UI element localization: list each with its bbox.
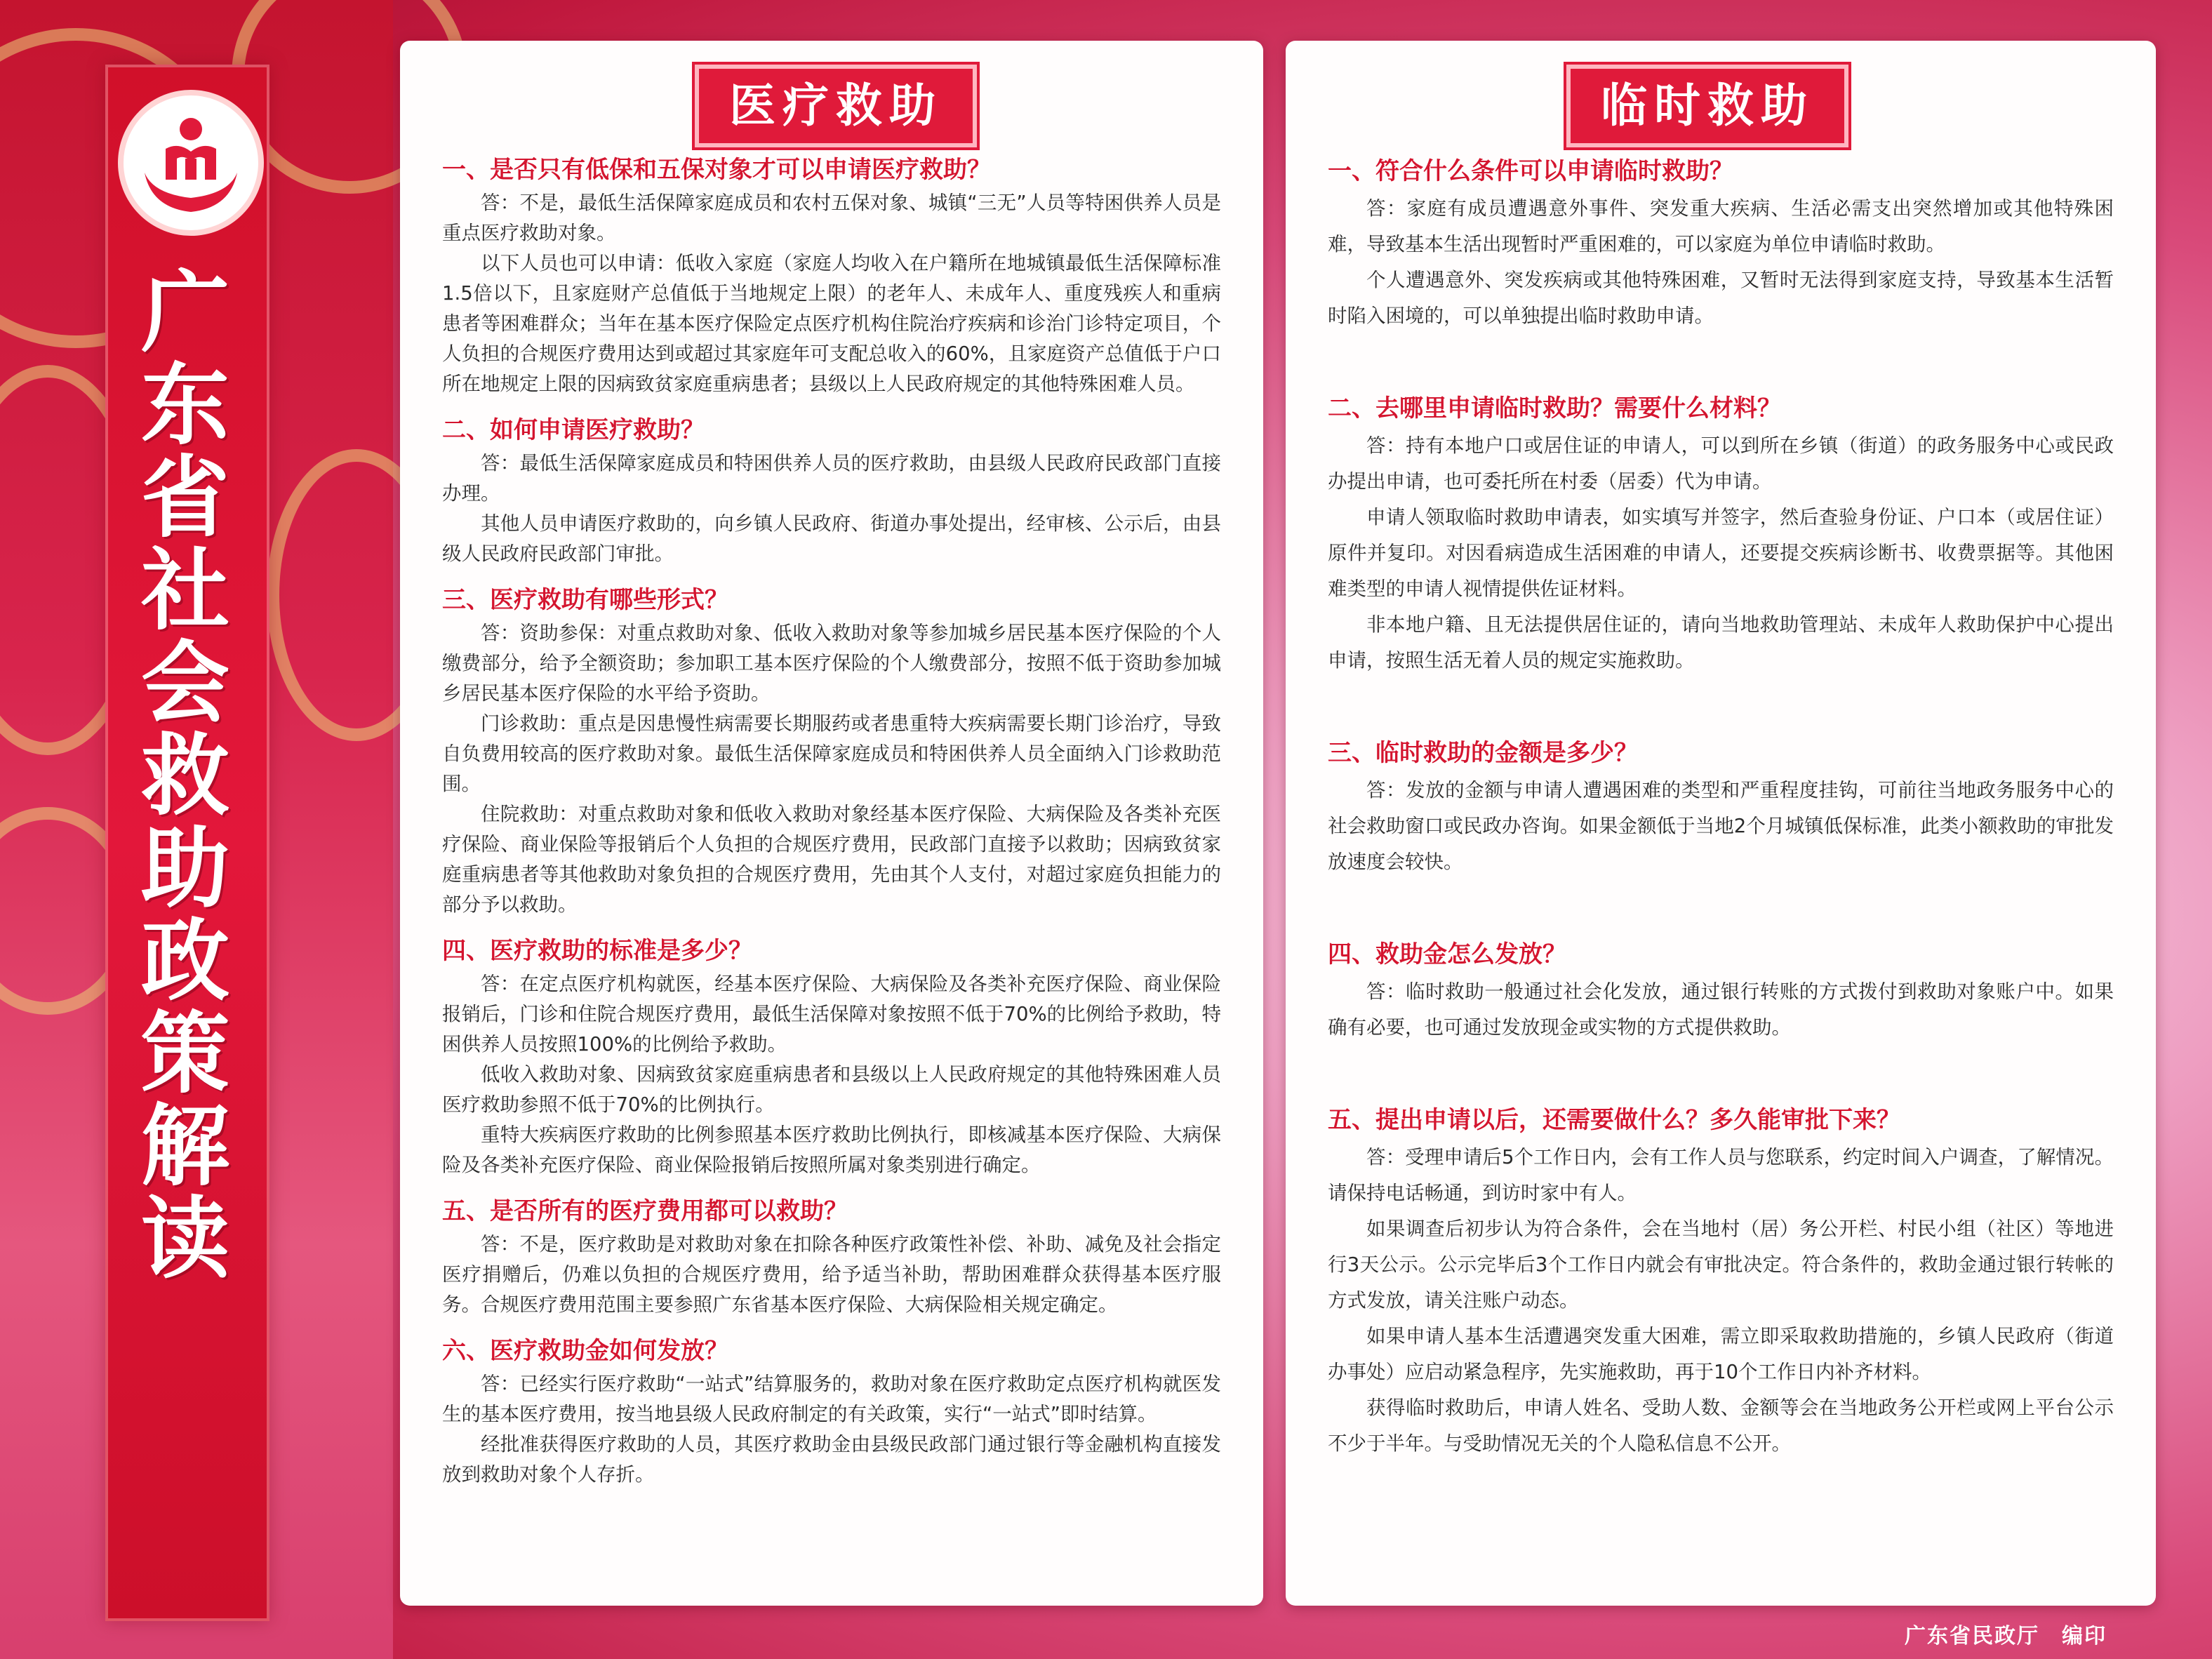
logo-emblem-icon bbox=[124, 95, 258, 230]
section-question: 一、是否只有低保和五保对象才可以申请医疗救助？ bbox=[442, 156, 991, 184]
section-paragraph: 非本地户籍、且无法提供居住证的，请向当地救助管理站、未成年人救助保护中心提出申请，按照生活无着人员的规定实施救助。 bbox=[1328, 613, 2114, 672]
title-char: 助 bbox=[141, 817, 229, 920]
title-char: 救 bbox=[141, 724, 229, 827]
section-paragraph: 答：不是，医疗救助是对救助对象在扣除各种医疗政策性补偿、补助、减免及社会指定医疗捐赠后，仍难以负担的合规医疗费用，给予适当补助，帮助困难群众获得基本医疗服务。合规医疗费用范围主要参照广东省基本医疗保险、大病保险相关规定确定。 bbox=[442, 1233, 1221, 1316]
section-paragraph: 其他人员申请医疗救助的，向乡镇人民政府、街道办事处提出，经审核、公示后，由县级人民政府民政部门审批。 bbox=[442, 512, 1221, 565]
section-question: 五、是否所有的医疗费用都可以救助？ bbox=[442, 1197, 848, 1225]
section-paragraph: 答：家庭有成员遭遇意外事件、突发重大疾病、生活必需支出突然增加或其他特殊困难，导致基本生活出现暂时严重困难的，可以家庭为单位申请临时救助。 bbox=[1328, 197, 2114, 255]
section-paragraph: 如果申请人基本生活遭遇突发重大困难，需立即采取救助措施的，乡镇人民政府（街道办事处）应启动紧急程序，先实施救助，再于10个工作日内补齐材料。 bbox=[1328, 1325, 2114, 1383]
section-paragraph: 门诊救助：重点是因患慢性病需要长期服药或者患重特大疾病需要长期门诊治疗，导致自负费用较高的医疗救助对象。最低生活保障家庭成员和特困供养人员全面纳入门诊救助范围。 bbox=[442, 712, 1221, 795]
title-char: 省 bbox=[141, 446, 229, 549]
section-question: 三、医疗救助有哪些形式？ bbox=[442, 586, 728, 614]
title-char: 解 bbox=[141, 1095, 229, 1198]
section-paragraph: 获得临时救助后，申请人姓名、受助人数、金额等会在当地政务公开栏或网上平台公示不少于半年。与受助情况无关的个人隐私信息不公开。 bbox=[1328, 1397, 2114, 1455]
section-question: 二、如何申请医疗救助？ bbox=[442, 416, 705, 444]
title-char: 策 bbox=[141, 1002, 229, 1105]
section-paragraph: 答：不是，最低生活保障家庭成员和农村五保对象、城镇“三无”人员等特困供养人员是重点医疗救助对象。 bbox=[442, 192, 1221, 244]
section-paragraph: 住院救助：对重点救助对象和低收入救助对象经基本医疗保险、大病保险及各类补充医疗保险、商业保险等报销后个人负担的合规医疗费用，民政部门直接予以救助；因病致贫家庭重病患者等其他救助对象负担的合规医疗费用，先由其个人支付，对超过家庭负担能力的部分予以救助。 bbox=[442, 803, 1221, 916]
panel-heading: 临时救助 bbox=[1566, 65, 1848, 147]
section-question: 一、符合什么条件可以申请临时救助？ bbox=[1328, 157, 1733, 185]
section-question: 四、救助金怎么发放？ bbox=[1328, 940, 1566, 968]
title-char: 读 bbox=[141, 1187, 229, 1291]
medical-assistance-panel bbox=[400, 41, 1263, 1606]
section-paragraph: 经批准获得医疗救助的人员，其医疗救助金由县级民政部门通过银行等金融机构直接发放到救助对象个人存折。 bbox=[442, 1433, 1221, 1486]
vertical-page-title bbox=[124, 261, 247, 1291]
section-paragraph: 如果调查后初步认为符合条件，会在当地村（居）务公开栏、村民小组（社区）等地进行3天公示。公示完毕后3个工作日内就会有审批决定。符合条件的，救助金通过银行转帐的方式发放，请关注账户动态。 bbox=[1328, 1218, 2114, 1312]
section-question: 五、提出申请以后，还需要做什么？多久能审批下来？ bbox=[1328, 1106, 1900, 1134]
section-paragraph: 低收入救助对象、因病致贫家庭重病患者和县级以上人民政府规定的其他特殊困难人员医疗救助参照不低于70%的比例执行。 bbox=[442, 1063, 1221, 1116]
section-paragraph: 答：资助参保：对重点救助对象、低收入救助对象等参加城乡居民基本医疗保险的个人缴费部分，给予全额资助；参加职工基本医疗保险的个人缴费部分，按照不低于资助参加城乡居民基本医疗保险的水平给予资助。 bbox=[442, 622, 1221, 705]
section-paragraph: 答：发放的金额与申请人遭遇困难的类型和严重程度挂钩，可前往当地政务服务中心的社会救助窗口或民政办咨询。如果金额低于当地2个月城镇低保标准，此类小额救助的审批发放速度会较快。 bbox=[1328, 779, 2114, 873]
section-paragraph: 答：临时救助一般通过社会化发放，通过银行转账的方式拨付到救助对象账户中。如果确有必要，也可通过发放现金或实物的方式提供救助。 bbox=[1328, 980, 2114, 1039]
title-char: 社 bbox=[141, 539, 229, 642]
section-paragraph: 答：在定点医疗机构就医，经基本医疗保险、大病保险及各类补充医疗保险、商业保险报销后，门诊和住院合规医疗费用，最低生活保障对象按照不低于70%的比例给予救助，特困供养人员按照100%的比例给予救助。 bbox=[442, 973, 1221, 1055]
section-paragraph: 答：持有本地户口或居住证的申请人，可以到所在乡镇（街道）的政务服务中心或民政办提出申请，也可委托所在村委（居委）代为申请。 bbox=[1328, 434, 2114, 493]
section-question: 四、医疗救助的标准是多少？ bbox=[442, 937, 752, 965]
section-paragraph: 答：受理申请后5个工作日内，会有工作人员与您联系，约定时间入户调查，了解情况。请保持电话畅通，到访时家中有人。 bbox=[1328, 1146, 2114, 1204]
panel-content bbox=[442, 152, 1221, 1490]
temporary-assistance-panel bbox=[1286, 41, 2156, 1606]
section-paragraph: 答：最低生活保障家庭成员和特困供养人员的医疗救助，由县级人民政府民政部门直接办理。 bbox=[442, 452, 1221, 505]
title-char: 东 bbox=[141, 354, 229, 457]
civil-affairs-logo bbox=[118, 90, 264, 236]
section-paragraph: 答：已经实行医疗救助“一站式”结算服务的，救助对象在医疗救助定点医疗机构就医发生的基本医疗费用，按当地县级人民政府制定的有关政策，实行“一站式”即时结算。 bbox=[442, 1373, 1221, 1425]
title-char: 广 bbox=[141, 261, 229, 364]
panel-heading: 医疗救助 bbox=[695, 65, 977, 147]
section-question: 六、医疗救助金如何发放？ bbox=[442, 1337, 728, 1365]
section-paragraph: 个人遭遇意外、突发疾病或其他特殊困难，又暂时无法得到家庭支持，导致基本生活暂时陷入困境的，可以单独提出临时救助申请。 bbox=[1328, 269, 2114, 327]
panel-content bbox=[1328, 152, 2114, 1462]
section-paragraph: 重特大疾病医疗救助的比例参照基本医疗救助比例执行，即核减基本医疗保险、大病保险及各类补充医疗保险、商业保险报销后按照所属对象类别进行确定。 bbox=[442, 1124, 1221, 1176]
publisher-footer: 广东省民政厅 编印 bbox=[1905, 1624, 2107, 1648]
section-paragraph: 申请人领取临时救助申请表，如实填写并签字，然后查验身份证、户口本（或居住证）原件并复印。对因看病造成生活困难的申请人，还要提交疾病诊断书、收费票据等。其他困难类型的申请人视情提供佐证材料。 bbox=[1328, 506, 2114, 600]
section-question: 二、去哪里申请临时救助？需要什么材料？ bbox=[1328, 394, 1781, 422]
section-paragraph: 以下人员也可以申请：低收入家庭（家庭人均收入在户籍所在地城镇最低生活保障标准1.5倍以下，且家庭财产总值低于当地规定上限）的老年人、未成年人、重度残疾人和重病患者等困难群众；当年在基本医疗保险定点医疗机构住院治疗疾病和诊治门诊特定项目，个人负担的合规医疗费用达到或超过其家庭年可支配总收入的60%，且家庭资产总值低于户口所在地规定上限的因病致贫家庭重病患者；县级以上人民政府规定的其他特殊困难人员。 bbox=[442, 252, 1221, 395]
section-question: 三、临时救助的金额是多少？ bbox=[1328, 739, 1638, 767]
title-char: 政 bbox=[141, 910, 229, 1013]
title-char: 会 bbox=[141, 632, 229, 735]
